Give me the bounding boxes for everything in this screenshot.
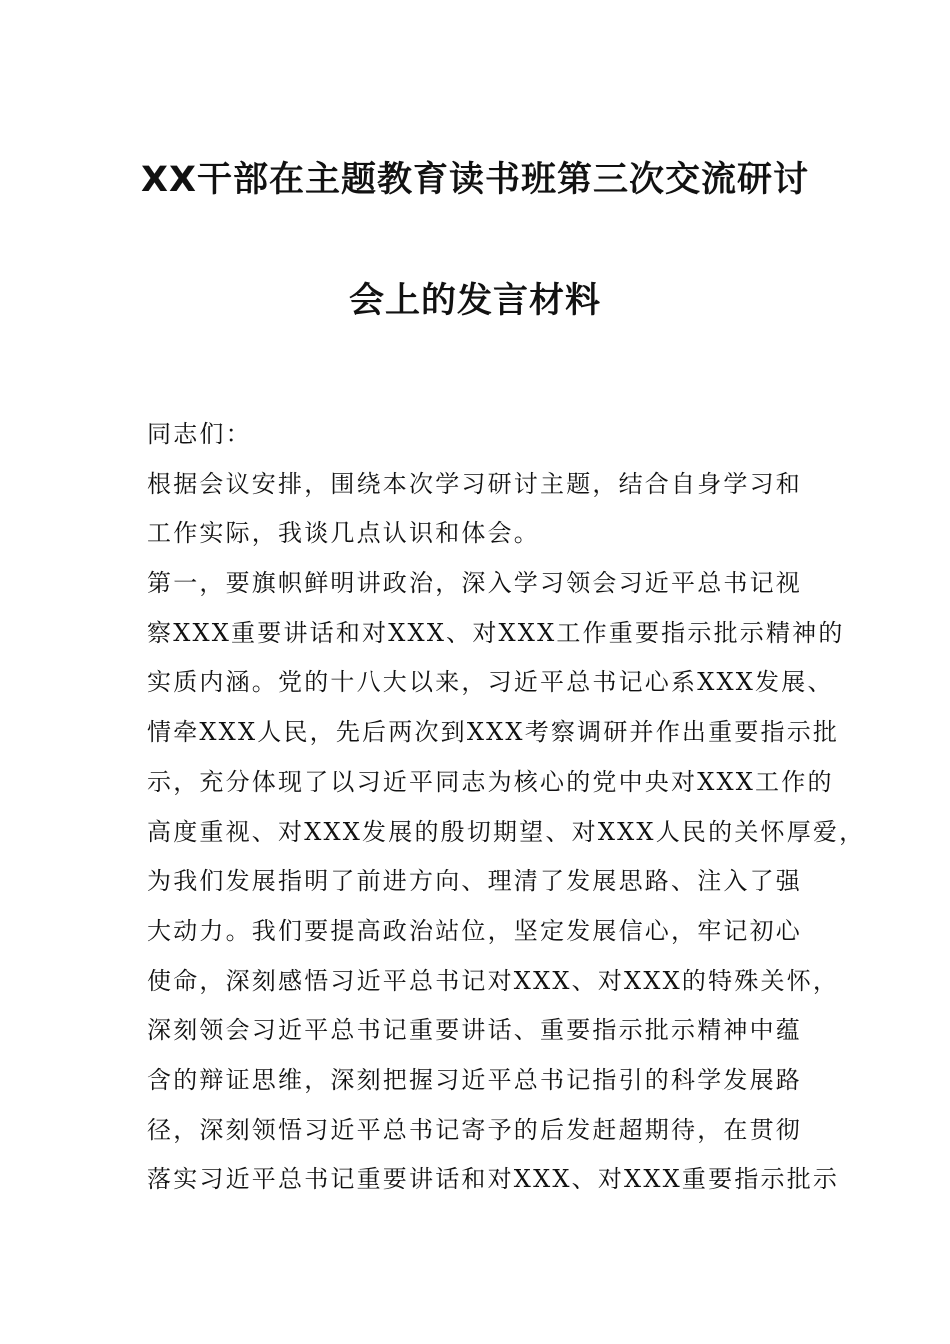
document-title-line-2: 会上的发言材料 bbox=[348, 281, 601, 321]
body-line: 为我们发展指明了前进方向、理清了发展思路、注入了强 bbox=[147, 867, 802, 896]
body-line: 大动力。我们要提高政治站位，坚定发展信心，牢记初心 bbox=[147, 916, 802, 945]
body-line: 落实习近平总书记重要讲话和对XXX、对XXX重要指示批示 bbox=[147, 1165, 840, 1194]
body-line: 实质内涵。党的十八大以来，习近平总书记心系XXX发展、 bbox=[147, 668, 834, 697]
body-line: 示，充分体现了以习近平同志为核心的党中央对XXX工作的 bbox=[147, 767, 834, 796]
body-line: 高度重视、对XXX发展的殷切期望、对XXX人民的关怀厚爱， bbox=[147, 817, 866, 846]
body-line: 深刻领会习近平总书记重要讲话、重要指示批示精神中蕴 bbox=[147, 1016, 802, 1045]
body-line: 根据会议安排，围绕本次学习研讨主题，结合自身学习和 bbox=[147, 469, 802, 498]
body-line: 第一，要旗帜鲜明讲政治，深入学习领会习近平总书记视 bbox=[147, 569, 802, 598]
salutation: 同志们： bbox=[147, 420, 252, 448]
body-line: 使命，深刻感悟习近平总书记对XXX、对XXX的特殊关怀， bbox=[147, 966, 840, 995]
body-line: 工作实际，我谈几点认识和体会。 bbox=[147, 519, 540, 548]
body-line: 察XXX重要讲话和对XXX、对XXX工作重要指示批示精神的 bbox=[147, 618, 845, 647]
body-line: 情牵XXX人民，先后两次到XXX考察调研并作出重要指示批 bbox=[147, 718, 840, 747]
body-line: 径，深刻领悟习近平总书记寄予的后发赶超期待，在贯彻 bbox=[147, 1115, 802, 1144]
body-line: 含的辩证思维，深刻把握习近平总书记指引的科学发展路 bbox=[147, 1065, 802, 1094]
document-title-line-1: XX干部在主题教育读书班第三次交流研讨 bbox=[141, 160, 809, 200]
document-body bbox=[147, 410, 866, 1205]
